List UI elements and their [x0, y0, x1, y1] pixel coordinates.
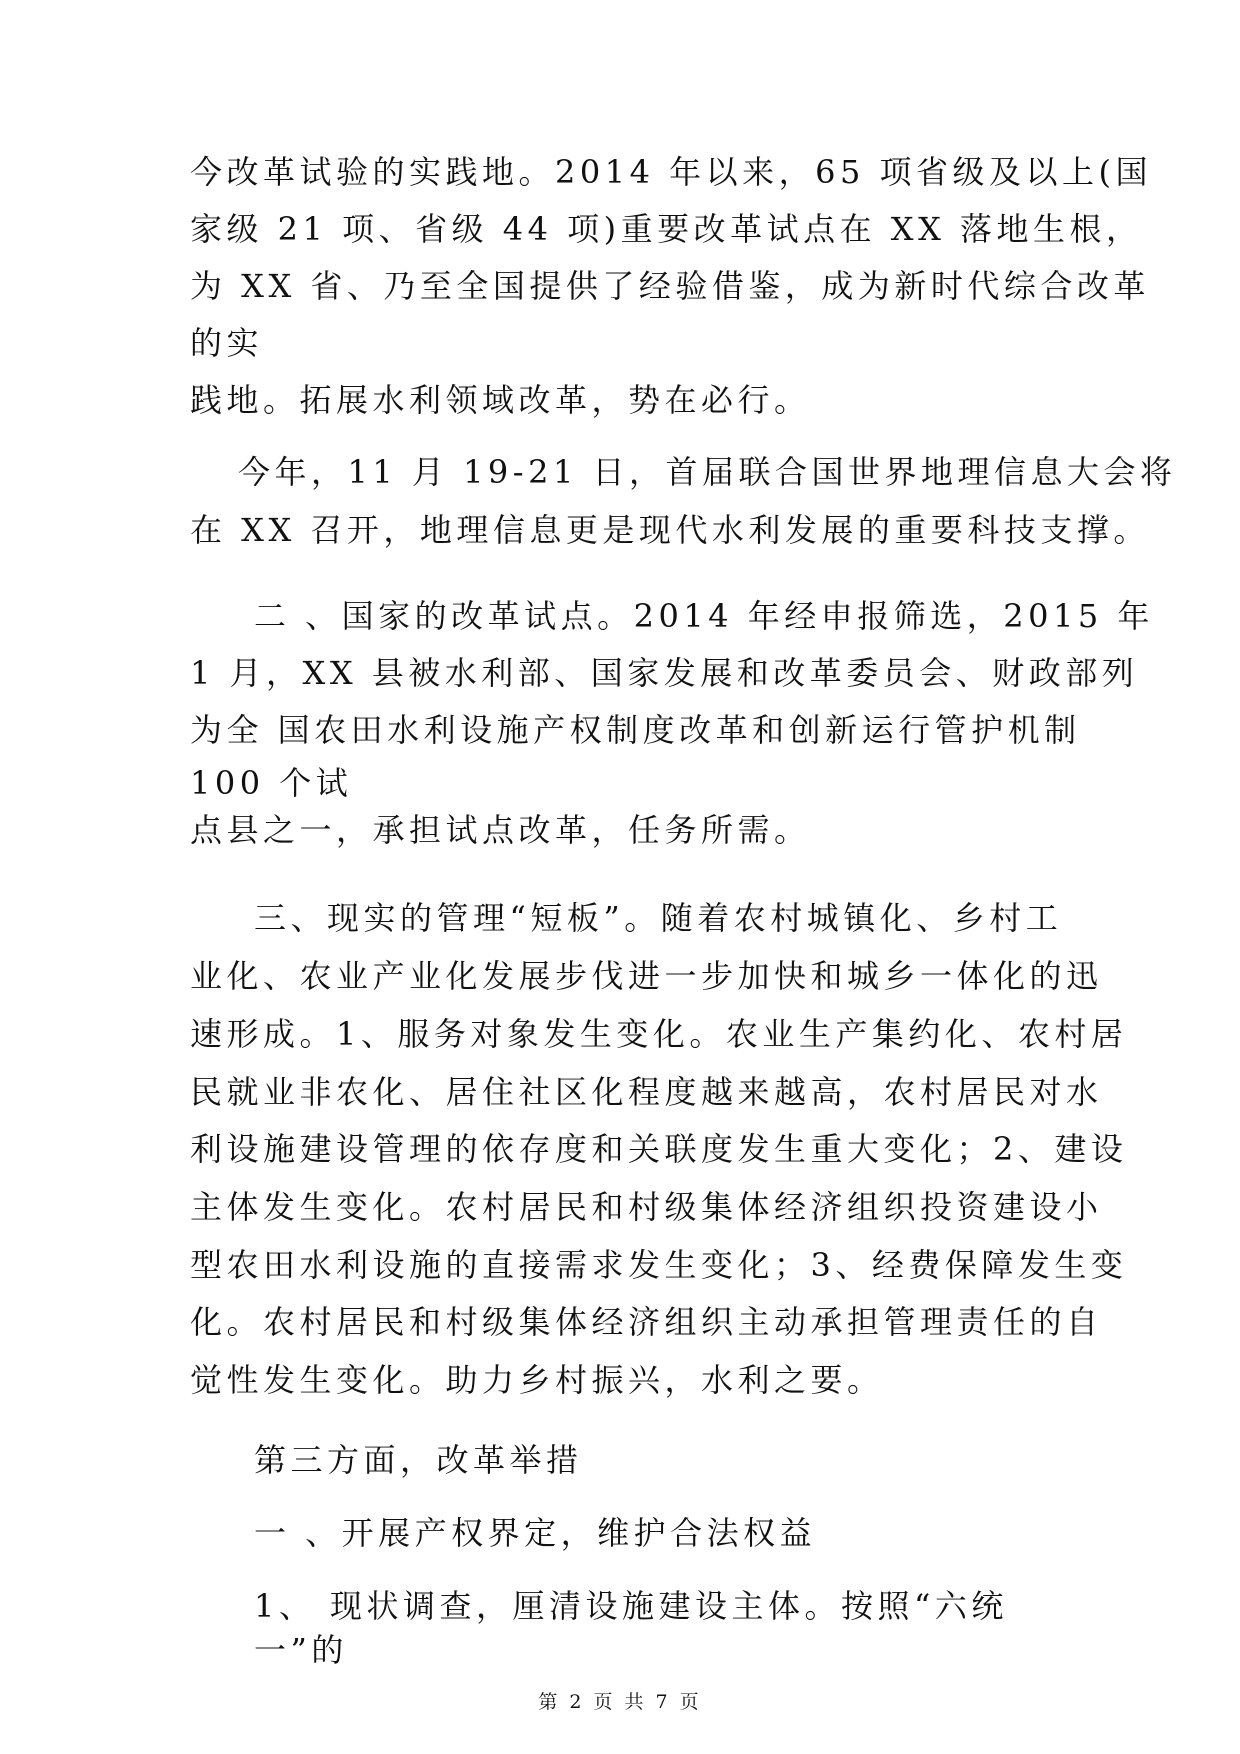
text-line: 的实 [190, 324, 264, 362]
text-line: 二 、国家的改革试点。2014 年经申报筛选，2015 年 [254, 597, 1154, 635]
text-line: 1、 现状调查，厘清设施建设主体。按照“六统 [254, 1587, 1008, 1625]
text-line: 为全 国农田水利设施产权制度改革和创新运行管护机制 [190, 711, 1081, 749]
text-line: 为 XX 省、乃至全国提供了经验借鉴，成为新时代综合改革 [190, 267, 1150, 305]
text-line: 主体发生变化。农村居民和村级集体经济组织投资建设小 [190, 1188, 1103, 1226]
text-line: 业化、农业产业化发展步伐进一步加快和城乡一体化的迅 [190, 957, 1103, 995]
page-number: 第 2 页 共 7 页 [538, 1691, 702, 1713]
text-line: 点县之一，承担试点改革，任务所需。 [190, 811, 811, 849]
text-line: 化。农村居民和村级集体经济组织主动承担管理责任的自 [190, 1303, 1103, 1341]
text-line: 觉性发生变化。助力乡村振兴，水利之要。 [190, 1361, 884, 1399]
text-line: 今年，11 月 19-21 日，首届联合国世界地理信息大会将 [238, 453, 1177, 491]
text-line: 践地。拓展水利领域改革，势在必行。 [190, 381, 811, 419]
text-line: 今改革试验的实践地。2014 年以来，65 项省级及以上(国 [190, 153, 1152, 191]
text-line: 1 月，XX 县被水利部、国家发展和改革委员会、财政部列 [190, 654, 1139, 692]
text-line: 民就业非农化、居住社区化程度越来越高，农村居民对水 [190, 1073, 1103, 1111]
text-line: 100 个试 [190, 764, 353, 802]
subsection-heading: 一 、开展产权界定，维护合法权益 [254, 1514, 817, 1552]
section-heading: 第三方面，改革举措 [254, 1441, 583, 1479]
text-line: 利设施建设管理的依存度和关联度发生重大变化；2、建设 [190, 1130, 1128, 1168]
text-line: 在 XX 召开，地理信息更是现代水利发展的重要科技支撑。 [190, 511, 1150, 549]
text-line: 一”的 [254, 1631, 348, 1669]
text-line: 三、现实的管理“短板”。随着农村城镇化、乡村工 [254, 899, 1063, 937]
text-line: 速形成。1、服务对象发生变化。农业生产集约化、农村居 [190, 1015, 1128, 1053]
text-line: 家级 21 项、省级 44 项)重要改革试点在 XX 落地生根， [190, 210, 1143, 248]
text-line: 型农田水利设施的直接需求发生变化；3、经费保障发生变 [190, 1246, 1128, 1284]
